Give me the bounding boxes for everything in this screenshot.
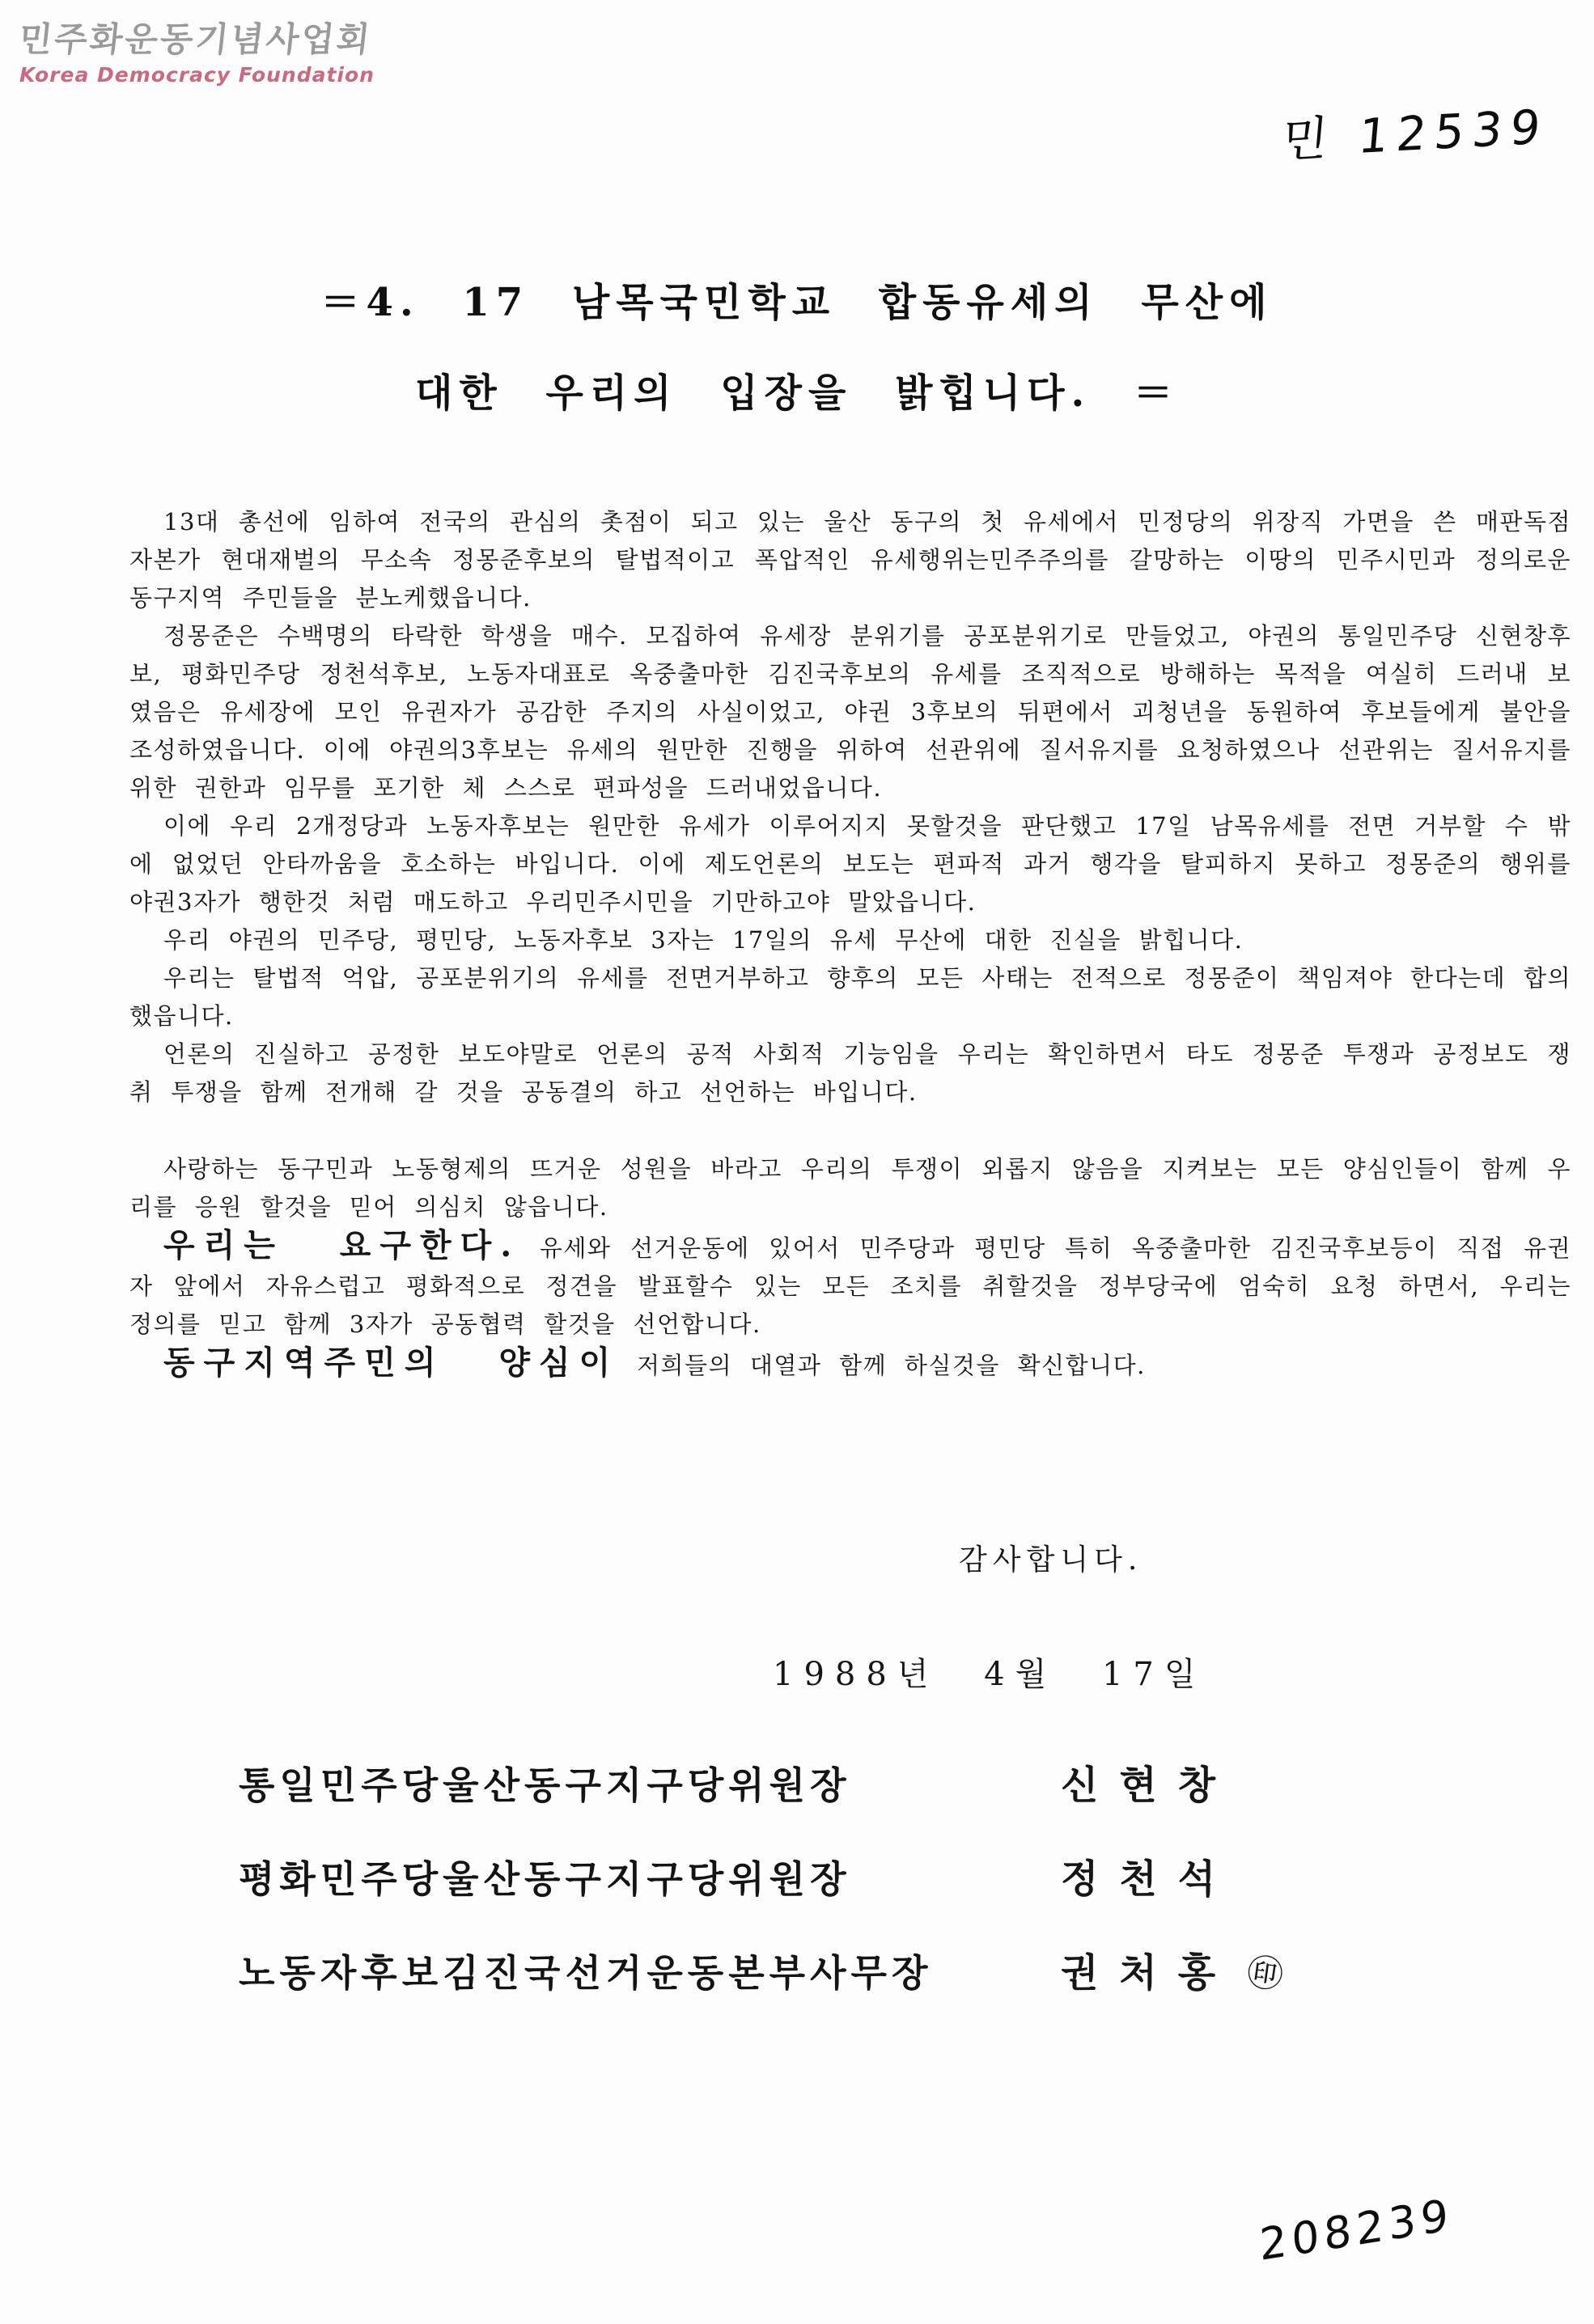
archive-logo-english-text: Korea Democracy Foundation [19,63,375,87]
seal-stamp: ㊞ [1244,1951,1286,1997]
archive-logo [19,13,375,87]
conscience-rest-text: 저희들의 대열과 함께 하실것을 확신합니다. [619,1352,1146,1379]
handwritten-registry-number: 민 12539 [1279,99,1551,168]
signature-name: 정천석 [1061,1856,1237,1902]
signature-name: 권처홍 [1061,1950,1237,1996]
document-body [129,503,1571,1385]
archive-logo-korean-text: 민주화운동기념사업회 [17,19,375,59]
body-paragraph: 우리 야권의 민주당, 평민당, 노동자후보 3자는 17일의 유세 무산에 대한 진실을 밝힙니다. [163,926,1244,954]
signature-title: 노동자후보김진국선거운동본부사무장 [239,1951,933,1995]
body-paragraph: 우리는 탈법적 억압, 공포분위기의 유세를 전면거부하고 향후의 모든 사태는 전적으로 정몽준이 책임져야 한다는데 합의했읍니다. [129,964,1571,1030]
signature-name: 신현창 [1061,1763,1237,1808]
document-title [0,257,1594,438]
thanks-line: 감사합니다. [959,1543,1143,1577]
date-line: 1988년 4월 17일 [773,1656,1206,1693]
signature-row [239,1941,1286,1997]
body-paragraph: 언론의 진실하고 공정한 보도야말로 언론의 공적 사회적 기능임을 우리는 확인하면서 타도 정몽준 투쟁과 공정보도 쟁취 투쟁을 함께 전개해 갈 것을 공동결의 하고 선언하는 바입니다. [129,1040,1571,1106]
signature-block [239,1754,1286,2035]
signature-title: 평화민주당울산동구지구당위원장 [239,1857,851,1901]
document-title-line2: 대한 우리의 입장을 밝힙니다. ＝ [415,370,1179,416]
body-paragraph-demand [129,1226,1571,1344]
body-paragraph: 정몽준은 수백명의 타락한 학생을 매수. 모집하여 유세장 분위기를 공포분위기로 만들었고, 야권의 통일민주당 신현창후보, 평화민주당 정천석후보, 노동자대표로 옥중출마한 김진국후보의 유세를 조직적으로 방해하는 목적을 여실히 드러내 보였음은 유세장에 모인 유권자가 공감한 주지의 사실이었고, 야권 3후보의 뒤편에서 괴청년을 동원하여 후보들에게 불안을 조성하였읍니다. 이에 야권의3후보는 유세의 원만한 진행을 위하여 선관위에 질서유지를 요청하였으나 선관위는 질서유지를 위한 권한과 임무를 포기한 체 스스로 편파성을 드러내었읍니다. [129,622,1571,802]
body-paragraph-conscience [129,1344,1571,1385]
demand-rest-text: 유세와 선거운동에 있어서 민주당과 평민당 특히 옥중출마한 김진국후보등이 직접 유권자 앞에서 자유스럽고 평화적으로 정견을 발표할수 있는 모든 조치를 취할것을 정부당국에 엄숙히 요청 하면서, 우리는 정의를 믿고 함께 3자가 공동협력 할것을 선언합니다. [129,1234,1571,1338]
document-title-line1: ＝4. 17 남목국민학교 합동유세의 무산에 [320,280,1274,325]
body-paragraph: 13대 총선에 임하여 전국의 관심의 촛점이 되고 있는 울산 동구의 첫 유세에서 민정당의 위장직 가면을 쓴 매판독점자본가 현대재벌의 무소속 정몽준후보의 탈법적이고 폭압적인 유세행위는민주주의를 갈망하는 이땅의 민주시민과 정의로운 동구지역 주민들을 분노케했읍니다. [129,508,1571,612]
body-paragraph: 이에 우리 2개정당과 노동자후보는 원만한 유세가 이루어지지 못할것을 판단했고 17일 남목유세를 전면 거부할 수 밖에 없었던 안타까움을 호소하는 바입니다. 이에 제도언론의 보도는 편파적 과거 행각을 탈피하지 못하고 정몽준의 행위를 야권3자가 행한것 처럼 매도하고 우리민주시민을 기만하고야 말았읍니다. [129,812,1571,916]
handwritten-archive-number: 208239 [1257,2188,1455,2271]
signature-title: 통일민주당울산동구지구당위원장 [239,1763,851,1807]
conscience-lead-text: 동구지역주민의 양심이 [163,1344,620,1382]
signature-row [239,1848,1283,1903]
body-paragraph: 사랑하는 동구민과 노동형제의 뜨거운 성원을 바라고 우리의 투쟁이 외롭지 않음을 지켜보는 모든 양심인들이 함께 우리를 응원 할것을 믿어 의심치 않읍니다. [129,1155,1571,1221]
demand-lead-text: 우리는 요구한다. [163,1226,521,1264]
signature-row [239,1754,1283,1810]
